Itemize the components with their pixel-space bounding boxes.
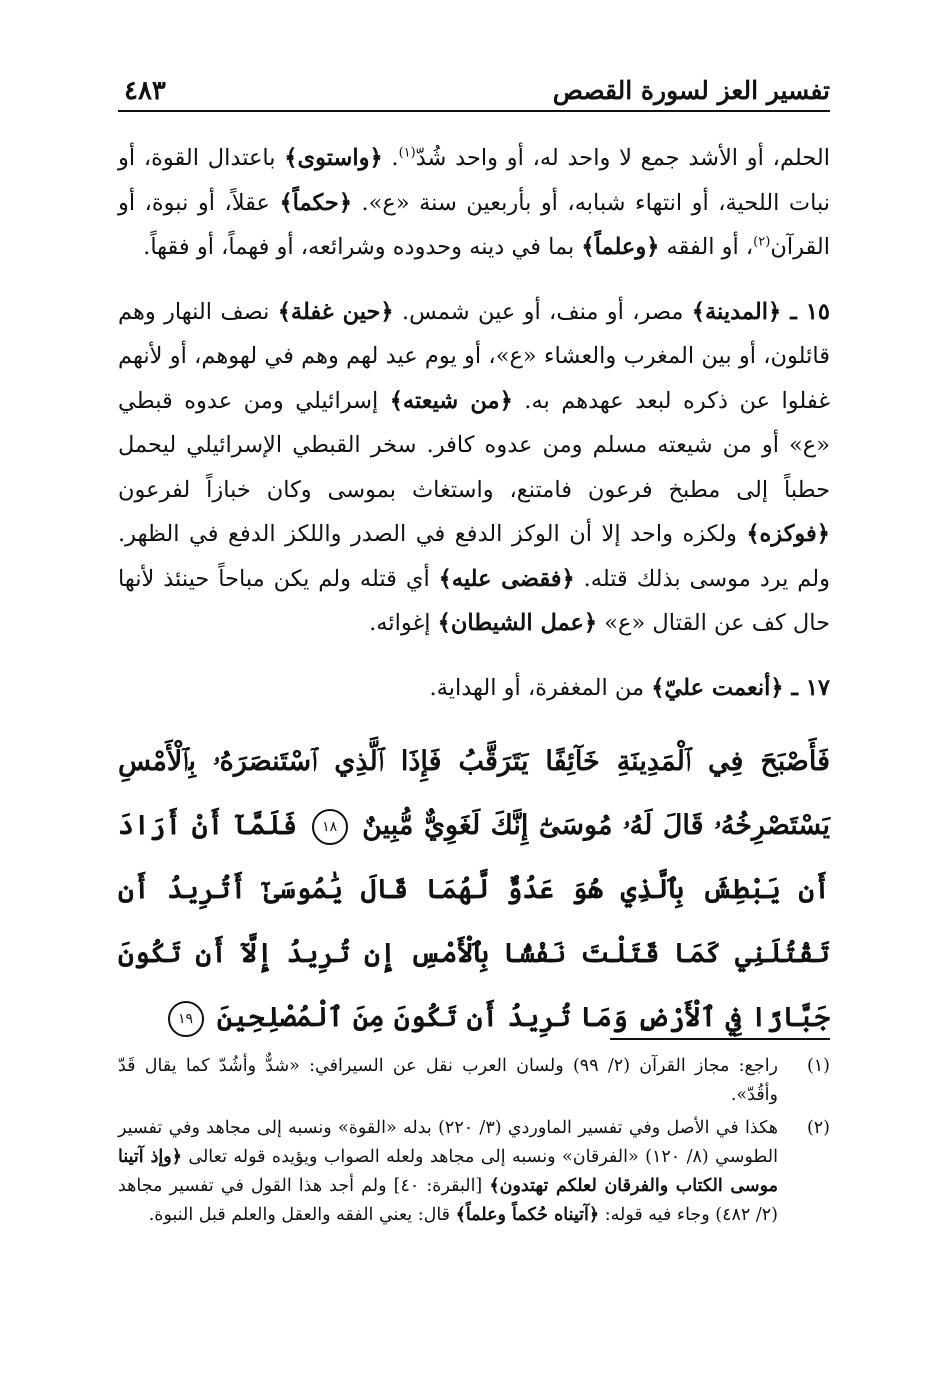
footnote-text: راجع: مجاز القرآن (٢/ ٩٩) ولسان العرب نقل عن السيرافي: «شدٌّ وأشُدّ كما يقال قَدّ وأقُدّ». (118, 1056, 779, 1105)
footnote-2 (118, 1114, 830, 1230)
header-rule (118, 110, 830, 112)
footnote-text: [البقرة: ٤٠] ولم أجد هذا القول في تفسير مجاهد (٢/ ٤٨٢) وجاء فيه قوله: (118, 1176, 778, 1225)
footnote-number: (١) (806, 1056, 830, 1076)
text-run: مصر، أو منف، أو عين شمس. (393, 298, 692, 325)
text-run: عقلاً، أو نبوة، أو القرآن (118, 189, 830, 260)
page-number: ٤٨٣ (124, 76, 166, 106)
paragraph-verse-15 (118, 290, 830, 646)
quran-term: ﴿عمل الشيطان﴾ (437, 610, 598, 636)
footnote-ref-1[interactable]: (١) (398, 145, 416, 161)
text-run: أي قتله ولم يكن مباحاً حينئذ لأنها حال كف عن القتال «ع» (118, 565, 830, 636)
text-run: إغوائه. (369, 610, 438, 636)
quran-term: ﴿أنعمت عليّ﴾ (651, 674, 784, 701)
quran-verses-block (118, 730, 830, 1050)
ayah-marker-19: ١٩ (168, 1001, 204, 1037)
paragraph-verse-17 (118, 666, 830, 711)
running-title: تفسير العز لسورة القصص (552, 76, 830, 105)
footnote-1 (118, 1052, 830, 1110)
footnote-text: هكذا في الأصل وفي تفسير الماوردي (٣/ ٢٢٠) بدله «القوة» ونسبه إلى مجاهد وفي تفسير الطوسي (٨/ ١٢٠) «الفرقان» ونسبه إلى مجاهد ولعله الصواب ويؤيده قوله تعالى (118, 1118, 778, 1167)
footnotes (118, 1052, 830, 1234)
quran-term: ﴿من شيعته﴾ (389, 387, 513, 414)
quran-term: ﴿واستوى﴾ (284, 145, 383, 171)
quran-verse-18: فَأَصْبَحَ فِي ٱلْمَدِينَةِ خَآئِفًا يَتَرَقَّبُ فَإِذَا ٱلَّذِي ٱسْتَنصَرَهُۥ بِٱلْأَمْسِ يَسْتَصْرِخُهُۥ قَالَ لَهُۥ مُوسَىٰٓ إِنَّكَ لَغَوِيٌّ مُّبِينٌ (118, 746, 830, 841)
footnote-separator (610, 1038, 830, 1040)
quran-term: ﴿حكماً﴾ (279, 189, 353, 216)
verse-number: ١٥ ـ (781, 298, 830, 325)
quran-verse-19: فَلَمَّآ أَنْ أَرَادَ أَن يَبْطِشَ بِٱلَّذِي هُوَ عَدُوٌّ لَّهُمَا قَالَ يَٰمُوسَىٰٓ أَتُرِيدُ أَن تَقْتُلَنِي كَمَا قَتَلْتَ نَفْسًۢا بِٱلْأَمْسِ إِن تُرِيدُ إِلَّآ أَن تَكُونَ جَبَّارًا فِي ٱلْأَرْضِ وَمَا تُرِيدُ أَن تَكُونَ مِنَ ٱلْمُصْلِحِينَ (118, 810, 830, 1033)
quran-term: ﴿فوكزه﴾ (746, 521, 830, 547)
text-run: باعتدال القوة، أو نبات اللحية، أو انتهاء شبابه، أو بأربعين سنة «ع». (118, 145, 830, 216)
main-text (118, 136, 830, 1050)
quran-term: ﴿المدينة﴾ (691, 298, 782, 325)
paragraph-1 (118, 136, 830, 270)
quran-term: ﴿وإذ آتينا موسى الكتاب والفرقان لعلكم تهتدون﴾ (118, 1147, 778, 1196)
page-header (118, 72, 830, 112)
footnote-text: قال: يعني الفقه والعقل والعلم قبل النبوة. (148, 1205, 456, 1225)
text-run: الحلم، أو الأشد جمع لا واحد له، أو واحد شُدّ (415, 145, 830, 171)
text-run: نصف النهار وهم قائلون، أو بين المغرب والعشاء «ع»، أو يوم عيد لهم وهم في لهوهم، أو لأنهم غفلوا عن ذكره لبعد عهدهم به. (118, 298, 830, 414)
footnote-number: (٢) (806, 1118, 830, 1138)
verse-number: ١٧ ـ (783, 674, 830, 701)
footnote-ref-2[interactable]: (٢) (753, 234, 771, 250)
quran-term: ﴿وعلماً﴾ (581, 234, 660, 260)
text-run: ولكزه واحد إلا أن الوكز الدفع في الصدر واللكز الدفع في الظهر. ولم يرد موسى بذلك قتله. (118, 521, 830, 592)
quran-term: ﴿فقضى عليه﴾ (438, 565, 575, 592)
text-run: إسرائيلي ومن عدوه قبطي «ع» أو من شيعته مسلم ومن عدوه كافر. سخر القبطي الإسرائيلي ليحمل حطباً إلى مطبخ فرعون فامتنع، واستغاث بموسى وكان خبازاً لفرعون (118, 387, 830, 503)
text-run: ، أو الفقه (659, 234, 754, 260)
text-run: من المغفرة، أو الهداية. (429, 674, 652, 701)
quran-term: ﴿آتيناه حُكماً وعلماً﴾ (455, 1205, 600, 1225)
ayah-marker-18: ١٨ (312, 809, 348, 845)
text-run: بما في دينه وحدوده وشرائعه، أو فهماً، أو فقهاً. (143, 234, 582, 260)
text-run: . (382, 145, 399, 171)
quran-term: ﴿حين غفلة﴾ (277, 298, 394, 325)
